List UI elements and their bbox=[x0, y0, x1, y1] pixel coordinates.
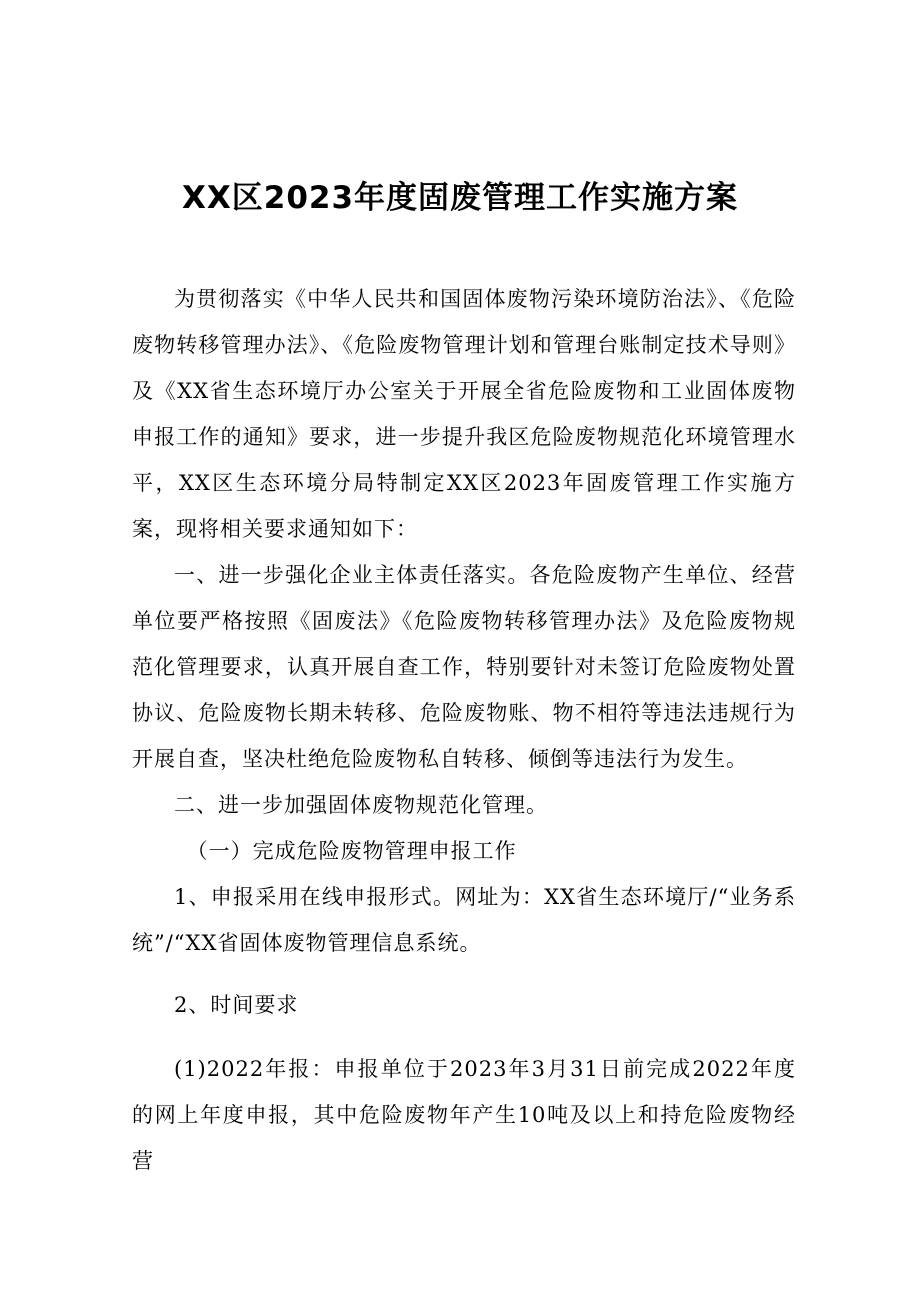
paragraph-item-2: 2、时间要求 bbox=[174, 993, 299, 1017]
document-body bbox=[132, 276, 796, 1184]
paragraph-item-2-1: (1)2022年报：申报单位于2023年3月31日前完成2022年度的网上年度申报，其中危险废物年产生10吨及以上和持危险废物经营 bbox=[132, 1057, 796, 1173]
document-title: XX区2023年度固废管理工作实施方案 bbox=[181, 180, 739, 216]
paragraph-section-1: 一、进一步强化企业主体责任落实。各危险废物产生单位、经营单位要严格按照《固废法》《危险废物转移管理办法》及危险废物规范化管理要求，认真开展自查工作，特别要针对未签订危险废物处置协议、危险废物长期未转移、危险废物账、物不相符等违法违规行为开展自查，坚决杜绝危险废物私自转移、倾倒等违法行为发生。 bbox=[132, 563, 796, 771]
paragraph-item-1: 1、申报采用在线申报形式。网址为：XX省生态环境厅/“业务系统”/“XX省固体废物管理信息系统。 bbox=[132, 885, 796, 955]
paragraph-section-2: 二、进一步加强固体废物规范化管理。 bbox=[174, 793, 548, 817]
paragraph-intro: 为贯彻落实《中华人民共和国固体废物污染环境防治法》、《危险废物转移管理办法》、《危险废物管理计划和管理台账制定技术导则》及《XX省生态环境厅办公室关于开展全省危险废物和工业固体废物申报工作的通知》要求，进一步提升我区危险废物规范化环境管理水平，XX区生态环境分局特制定XX区2023年固废管理工作实施方案，现将相关要求通知如下： bbox=[132, 287, 796, 541]
paragraph-subsection-1: （一）完成危险废物管理申报工作 bbox=[186, 839, 517, 863]
